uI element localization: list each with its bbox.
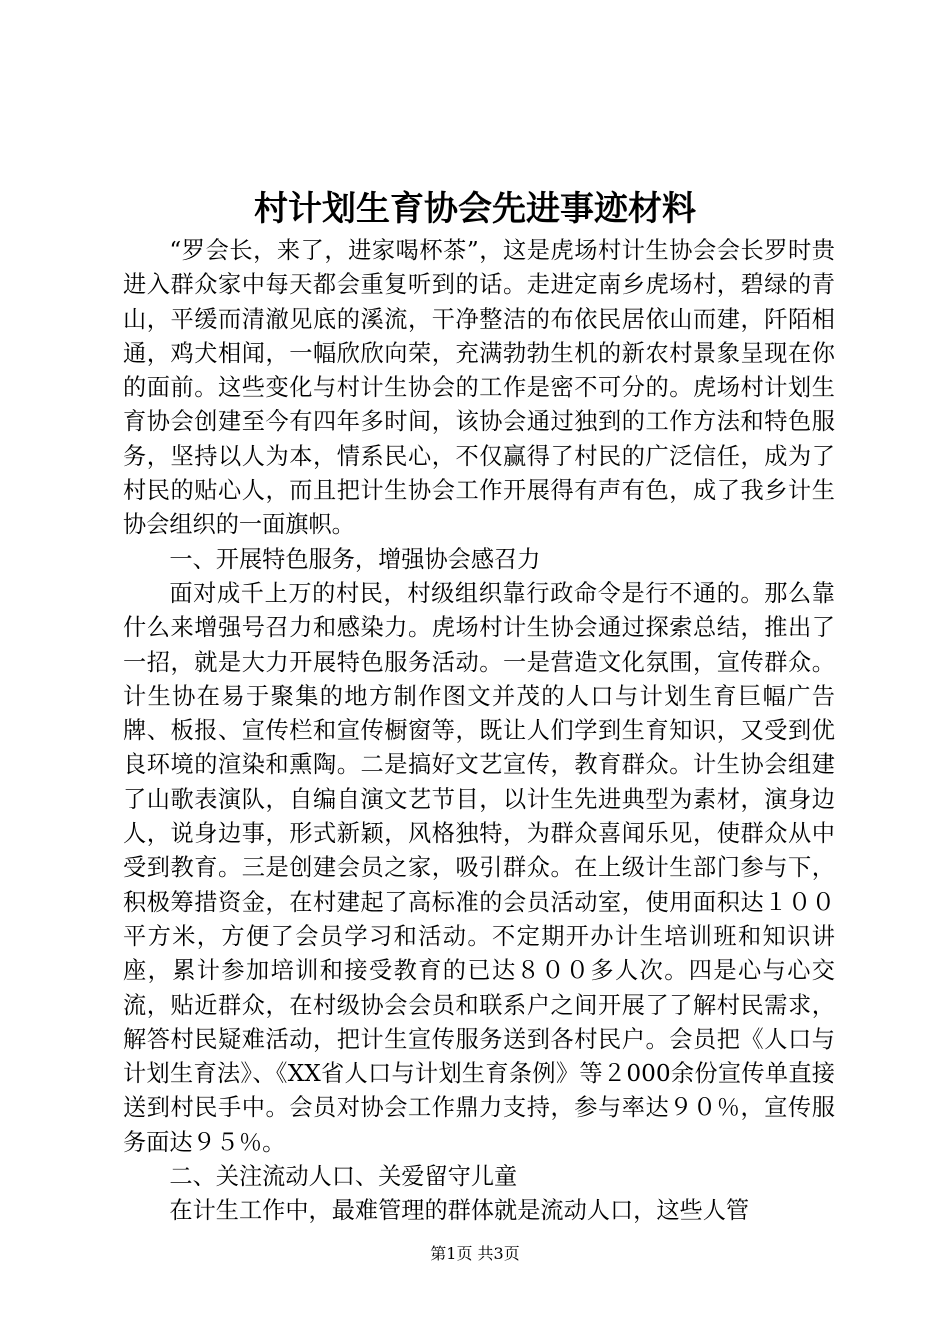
- section-heading-2: 二、关注流动人口、关爱留守儿童: [169, 1163, 518, 1191]
- paragraph-section-2: 在计生工作中，最难管理的群体就是流动人口，这些人管: [169, 1197, 750, 1225]
- page-number-footer: 第1页 共3页: [430, 1244, 520, 1263]
- paragraph-section-1: 面对成千上万的村民，村级组织靠行政命令是行不通的。那么靠什么来增强号召力和感染力。虎场村计生协会通过探索总结，推出了一招，就是大力开展特色服务活动。一是营造文化氛围，宣传群众。计生协在易于聚集的地方制作图文并茂的人口与计划生育巨幅广告牌、板报、宣传栏和宣传橱窗等，既让人们学到生育知识，又受到优良环境的渲染和熏陶。二是搞好文艺宣传，教育群众。计生协会组建了山歌表演队，自编自演文艺节目，以计生先进典型为素材，演身边人，说身边事，形式新颖，风格独特，为群众喜闻乐见，使群众从中受到教育。三是创建会员之家，吸引群众。在上级计生部门参与下，积极筹措资金，在村建起了高标准的会员活动室，使用面积达１００平方米，方便了会员学习和活动。不定期开办计生培训班和知识讲座，累计参加培训和接受教育的已达８００多人次。四是心与心交流，贴近群众，在村级协会会员和联系户之间开展了了解村民需求，解答村民疑难活动，把计生宣传服务送到各村民户。会员把《人口与计划生育法》、《XX省人口与计划生育条例》等２000余份宣传单直接送到村民手中。会员对协会工作鼎力支持，参与率达９０％，宣传服务面达９５％。: [123, 579, 835, 1156]
- document-title: 村计划生育协会先进事迹材料: [254, 189, 696, 229]
- section-heading-1: 一、开展特色服务，增强协会感召力: [169, 545, 541, 573]
- document-body: [123, 234, 835, 1229]
- paragraph-intro: “罗会长，来了，进家喝杯茶”，这是虎场村计生协会会长罗时贵进入群众家中每天都会重复听到的话。走进定南乡虎场村，碧绿的青山，平缓而清澈见底的溪流，干净整洁的布依民居依山而建，阡陌相通，鸡犬相闻，一幅欣欣向荣，充满勃勃生机的新农村景象呈现在你的面前。这些变化与村计生协会的工作是密不可分的。虎场村计划生育协会创建至今有四年多时间，该协会通过独到的工作方法和特色服务，坚持以人为本，情系民心，不仅赢得了村民的广泛信任，成为了村民的贴心人，而且把计生协会工作开展得有声有色，成了我乡计生协会组织的一面旗帜。: [123, 237, 835, 539]
